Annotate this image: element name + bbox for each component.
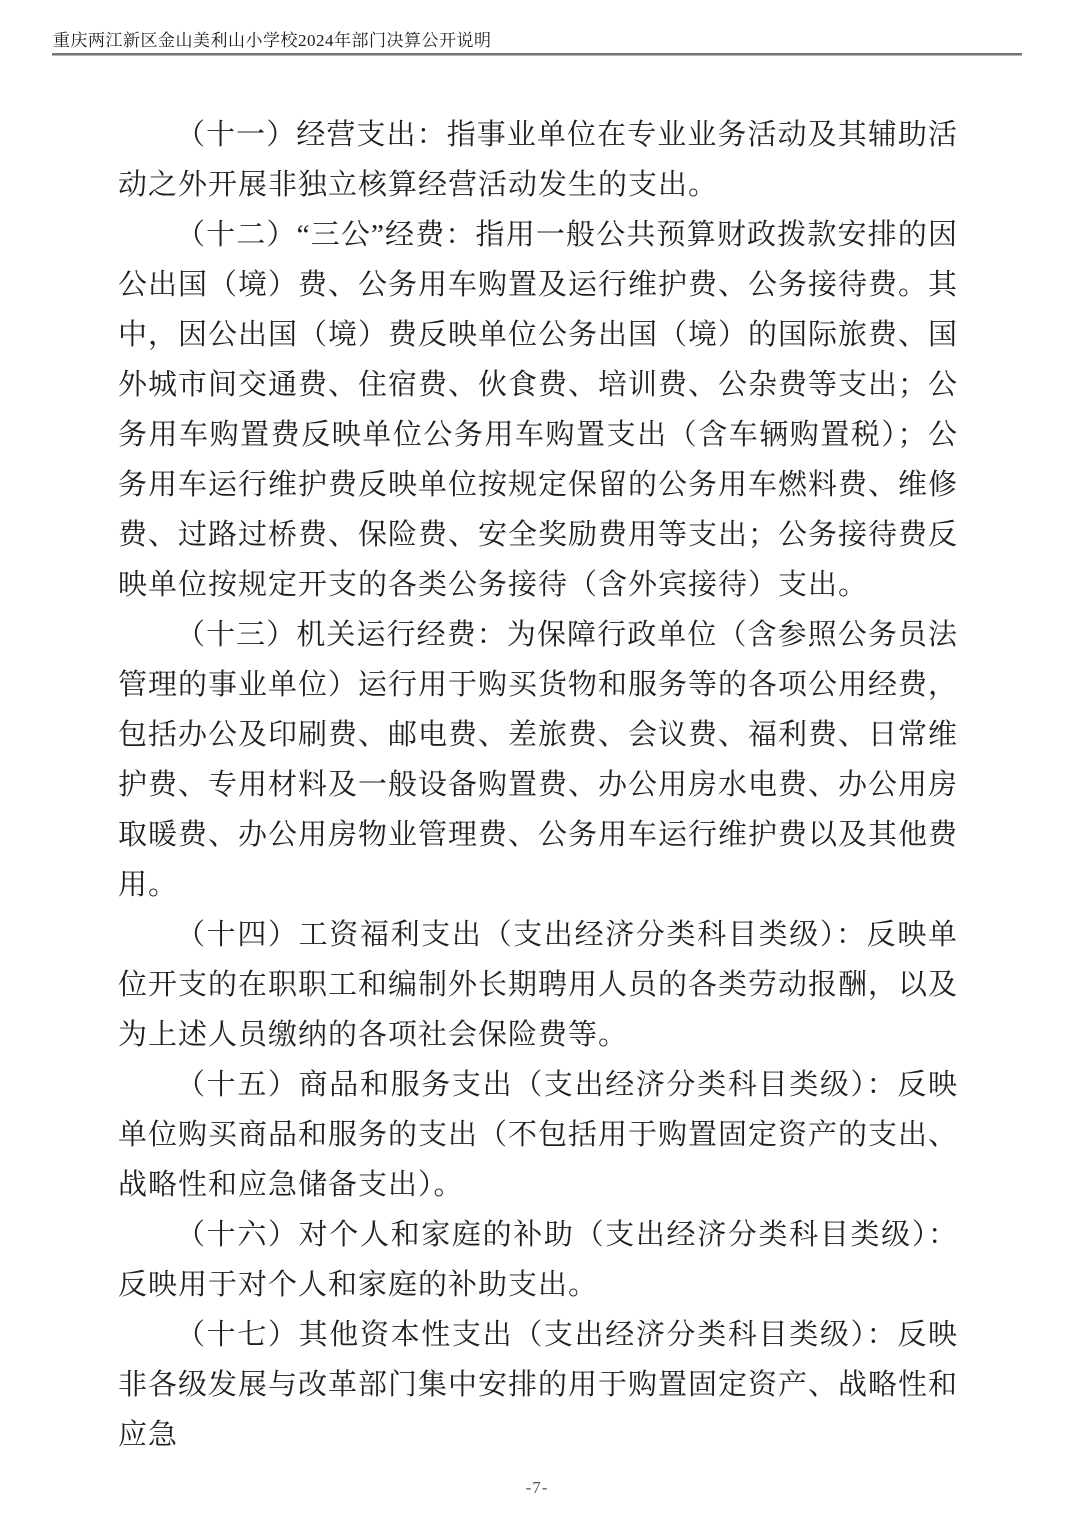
paragraph-14-wage-welfare-expenditure: （十四）工资福利支出（支出经济分类科目类级）：反映单位开支的在职职工和编制外长期聘用人员的各类劳动报酬，以及为上述人员缴纳的各项社会保险费等。	[118, 919, 959, 1051]
paragraph-13-agency-operation-funds: （十三）机关运行经费：为保障行政单位（含参照公务员法管理的事业单位）运行用于购买货物和服务等的各项公用经费，包括办公及印刷费、邮电费、差旅费、会议费、福利费、日常维护费、专用材料及一般设备购置费、办公用房水电费、办公用房取暖费、办公用房物业管理费、公务用车运行维护费以及其他费用。	[118, 619, 959, 901]
paragraph-16-individual-family-subsidy: （十六）对个人和家庭的补助（支出经济分类科目类级）：反映用于对个人和家庭的补助支出。	[118, 1219, 958, 1301]
page-number: -7-	[525, 1478, 549, 1497]
paragraph-17-other-capital-expenditure: （十七）其他资本性支出（支出经济分类科目类级）：反映非各级发展与改革部门集中安排的用于购置固定资产、战略性和应急	[118, 1319, 959, 1451]
page-header	[53, 30, 1023, 52]
paragraph-12-three-public-funds: （十二）“三公”经费：指用一般公共预算财政拨款安排的因公出国（境）费、公务用车购置及运行维护费、公务接待费。其中，因公出国（境）费反映单位公务出国（境）的国际旅费、国外城市间交通费、住宿费、伙食费、培训费、公杂费等支出；公务用车购置费反映单位公务用车购置支出（含车辆购置税）；公务用车运行维护费反映单位按规定保留的公务用车燃料费、维修费、过路过桥费、保险费、安全奖励费用等支出；公务接待费反映单位按规定开支的各类公务接待（含外宾接待）支出。	[118, 219, 959, 601]
document-body	[118, 110, 958, 1460]
paragraph-15-goods-services-expenditure: （十五）商品和服务支出（支出经济分类科目类级）：反映单位购买商品和服务的支出（不包括用于购置固定资产的支出、战略性和应急储备支出）。	[118, 1069, 959, 1201]
header-rule-divider	[52, 53, 1022, 56]
header-title: 重庆两江新区金山美利山小学校2024年部门决算公开说明	[53, 31, 492, 50]
page-footer	[0, 1478, 1074, 1498]
paragraph-11-operating-expenditure: （十一）经营支出：指事业单位在专业业务活动及其辅助活动之外开展非独立核算经营活动发生的支出。	[118, 119, 958, 201]
